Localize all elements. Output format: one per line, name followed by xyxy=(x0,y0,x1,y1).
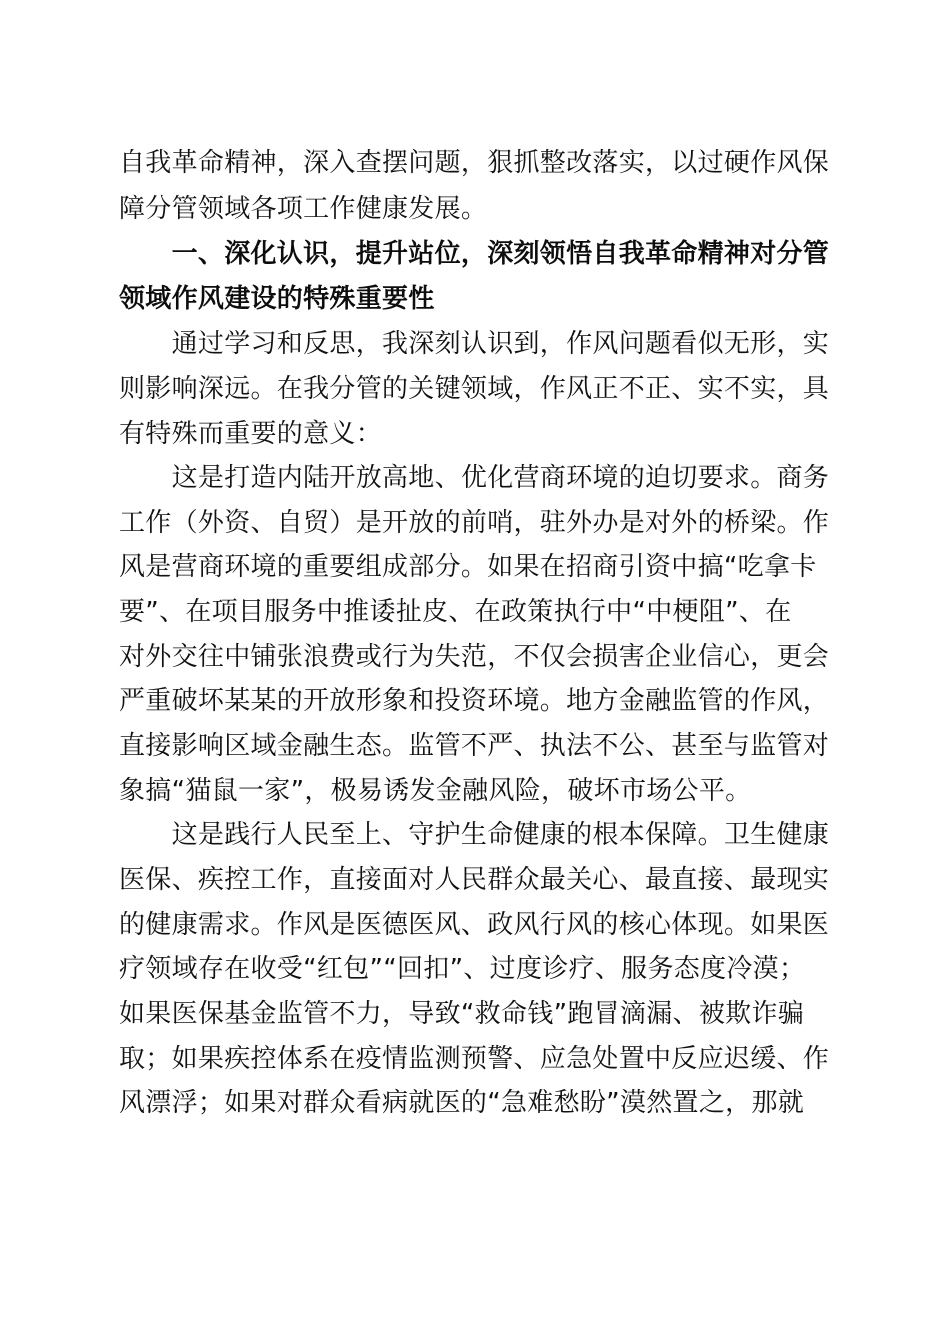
text-line: 通过学习和反思，我深刻认识到，作风问题看似无形，实 xyxy=(119,329,830,359)
section-heading-line: 领域作风建设的特殊重要性 xyxy=(119,284,435,314)
text-line: 障分管领域各项工作健康发展。 xyxy=(119,194,488,224)
text-line: 严重破坏某某的开放形象和投资环境。地方金融监管的作风， xyxy=(119,686,830,716)
text-line: 这是践行人民至上、守护生命健康的根本保障。卫生健康 xyxy=(119,820,830,850)
text-line: 医保、疾控工作，直接面对人民群众最关心、最直接、最现实 xyxy=(119,865,830,895)
text-line: 如果医保基金监管不力，导致“救命钱”跑冒滴漏、被欺诈骗 xyxy=(119,999,805,1029)
text-line: 直接影响区域金融生态。监管不严、执法不公、甚至与监管对 xyxy=(119,731,830,761)
text-line: 有特殊而重要的意义： xyxy=(119,419,383,449)
text-line: 风漂浮；如果对群众看病就医的“急难愁盼”漠然置之，那就 xyxy=(119,1088,805,1118)
text-line: 工作（外资、自贸）是开放的前哨，驻外办是对外的桥梁。作 xyxy=(119,508,830,538)
text-line: 要”、在项目服务中推诿扯皮、在政策执行中“中梗阻”、在 xyxy=(119,597,792,627)
text-line: 对外交往中铺张浪费或行为失范，不仅会损害企业信心，更会 xyxy=(119,642,830,672)
text-line: 自我革命精神，深入查摆问题，狠抓整改落实，以过硬作风保 xyxy=(119,148,830,178)
text-line: 取；如果疾控体系在疫情监测预警、应急处置中反应迟缓、作 xyxy=(119,1044,830,1074)
section-heading-line: 一、深化认识，提升站位，深刻领悟自我革命精神对分管 xyxy=(119,239,830,269)
text-line: 这是打造内陆开放高地、优化营商环境的迫切要求。商务 xyxy=(119,463,830,493)
text-line: 的健康需求。作风是医德医风、政风行风的核心体现。如果医 xyxy=(119,910,830,940)
text-line: 风是营商环境的重要组成部分。如果在招商引资中搞“吃拿卡 xyxy=(119,552,817,582)
text-line: 则影响深远。在我分管的关键领域，作风正不正、实不实，具 xyxy=(119,374,830,404)
text-line: 象搞“猫鼠一家”，极易诱发金融风险，破坏市场公平。 xyxy=(119,776,752,806)
text-line: 疗领域存在收受“红包”“回扣”、过度诊疗、服务态度冷漠； xyxy=(119,954,806,984)
